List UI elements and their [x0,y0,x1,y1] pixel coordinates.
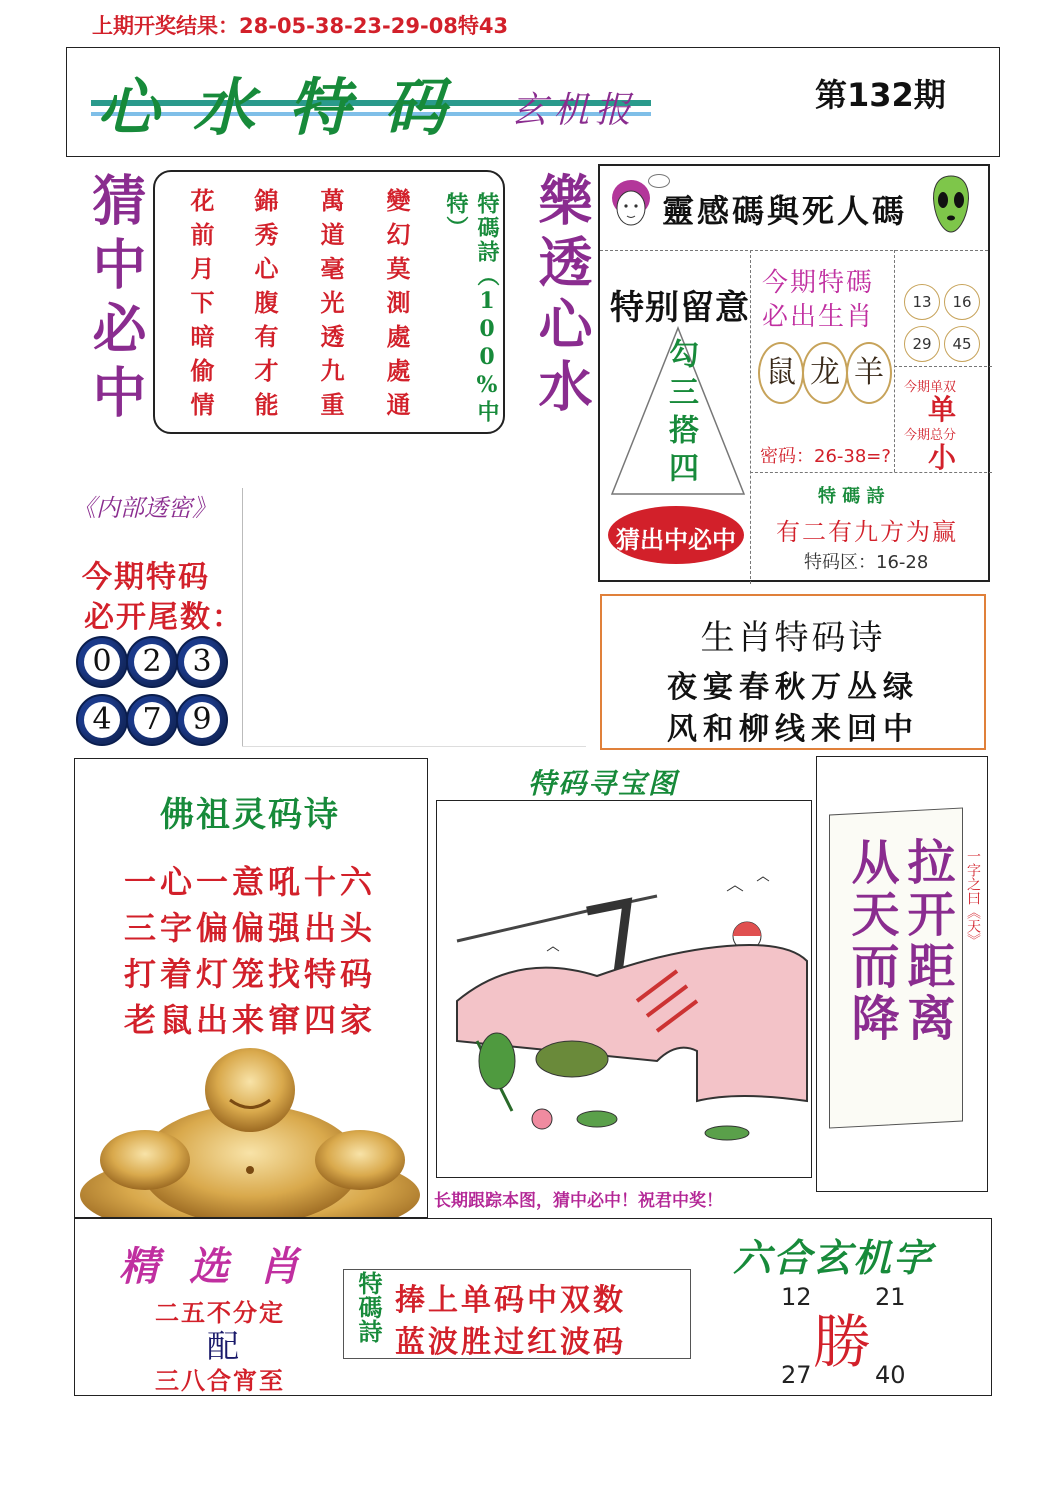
xuanji-num-4: 40 [875,1361,906,1389]
pair-line1: 二五不分定 [155,1298,285,1327]
zodiac-2: 龙 [802,342,848,404]
poem-grid-box [153,170,505,434]
poem-column-2: 錦秀心腹有才能 [250,188,279,426]
tail-ball-1: 0 [76,636,128,688]
odd-even-value: 单 [928,393,957,426]
bottom-poem-label: 特碼詩 [354,1271,383,1343]
last-result: 上期开奖结果：28-05-38-23-29-08特43 [92,14,509,38]
left-vertical-slogan: 猜中必中 [84,172,148,428]
xuanji-char: 勝 [813,1308,872,1376]
zodiac-title-1: 今期特碼 [762,268,875,298]
bottom-poem-line2: 蓝波胜过红波码 [395,1325,626,1360]
number-2: 16 [944,284,980,320]
poem-column-3: 萬道毫光透九重 [316,188,345,426]
alien-icon [930,174,972,234]
tail-ball-6: 9 [176,694,228,746]
poem-side-label: 特碼詩（100%中特） [443,192,500,424]
zodiac-1: 鼠 [758,342,804,404]
tail-ball-2: 2 [126,636,178,688]
ghost-poem-label: 特 碼 詩 [818,486,885,507]
masthead-subtitle: 玄机报 [511,90,638,131]
xuanji-num-3: 27 [781,1361,812,1389]
size-value: 小 [928,441,957,474]
zodiac-poem-title: 生肖特码诗 [700,618,886,658]
buddha-poem-line4: 老鼠出来窜四家 [123,1001,376,1039]
xuanji-num-2: 21 [875,1283,906,1311]
zodiac-poem-box [600,594,986,750]
xuanji-num-1: 12 [781,1283,812,1311]
pair-mid: 配 [207,1327,240,1365]
scroll-col-left: 从天而降 [843,837,899,1045]
poem-column-1: 花前月下暗偷情 [186,188,215,426]
number-1: 13 [904,284,940,320]
buddha-poem-line3: 打着灯笼找特码 [123,955,376,993]
zodiac-3: 羊 [846,342,892,404]
issue-number: 第132期 [815,76,946,114]
size-label: 今期总分 [904,428,957,443]
must-hit-text: 猜出中必中 [616,526,736,554]
odd-even-label: 今期单双 [904,380,957,395]
face-icon [610,178,652,230]
hr-1 [600,250,988,251]
zodiac-poem-line1: 夜宴春秋万丛绿 [667,670,919,705]
zodiac-title-2: 必出生肖 [762,302,875,332]
jing-xuan-title: 精 选 肖 [119,1243,307,1290]
inner-secret-title: 《内部透密》 [72,494,216,522]
special-zone: 特码区：16-28 [804,552,929,573]
pair-line2: 三八合宵至 [155,1366,285,1395]
blank-area-border [242,488,243,746]
buddha-poem-line2: 三字偏偏强出头 [123,909,376,947]
vr-2 [894,250,895,472]
bottom-box [74,1218,992,1396]
scroll-box [816,756,988,1192]
number-3: 29 [904,326,940,362]
ghost-panel [598,164,990,582]
header-box [66,47,1000,157]
treasure-map-title: 特码寻宝图 [528,767,679,800]
number-4: 45 [944,326,980,362]
tail-ball-3: 3 [176,636,228,688]
ghost-panel-title: 靈感碼與死人碼 [662,192,908,230]
blank-area-bottom [242,746,586,747]
buddha-image [75,1045,425,1217]
tail-ball-5: 7 [126,694,178,746]
password: 密码：26-38=? [760,446,891,467]
treasure-map-caption: 长期跟踪本图，猜中必中！祝君中奖！ [434,1191,723,1211]
scroll-hint: 一字之曰《天》 [965,849,981,947]
special-notice: 特别留意 [610,288,750,328]
buddha-poem-box [74,758,428,1218]
inner-secret-line2: 必开尾数： [84,600,244,635]
hr-2 [894,366,992,367]
zodiac-poem-line2: 风和柳线来回中 [667,712,919,747]
scroll-col-right: 拉开距离 [899,837,955,1045]
inner-secret-line1: 今期特码 [82,560,210,595]
poem-column-4: 變幻莫測處處通 [382,188,411,426]
masthead-title: 心 水 特 码 [97,71,452,144]
tail-ball-4: 4 [76,694,128,746]
right-vertical-slogan: 樂透心水 [530,172,594,420]
ghost-poem: 有二有九方为赢 [776,518,958,546]
buddha-poem-title: 佛祖灵码诗 [160,795,340,835]
bottom-poem-line1: 捧上单码中双数 [395,1283,626,1318]
buddha-poem-line1: 一心一意吼十六 [123,863,376,901]
hook-text: 勾三搭四 [663,338,698,490]
treasure-map-image [436,800,812,1178]
vr-1 [750,250,751,584]
xuanji-title: 六合玄机字 [733,1235,934,1280]
